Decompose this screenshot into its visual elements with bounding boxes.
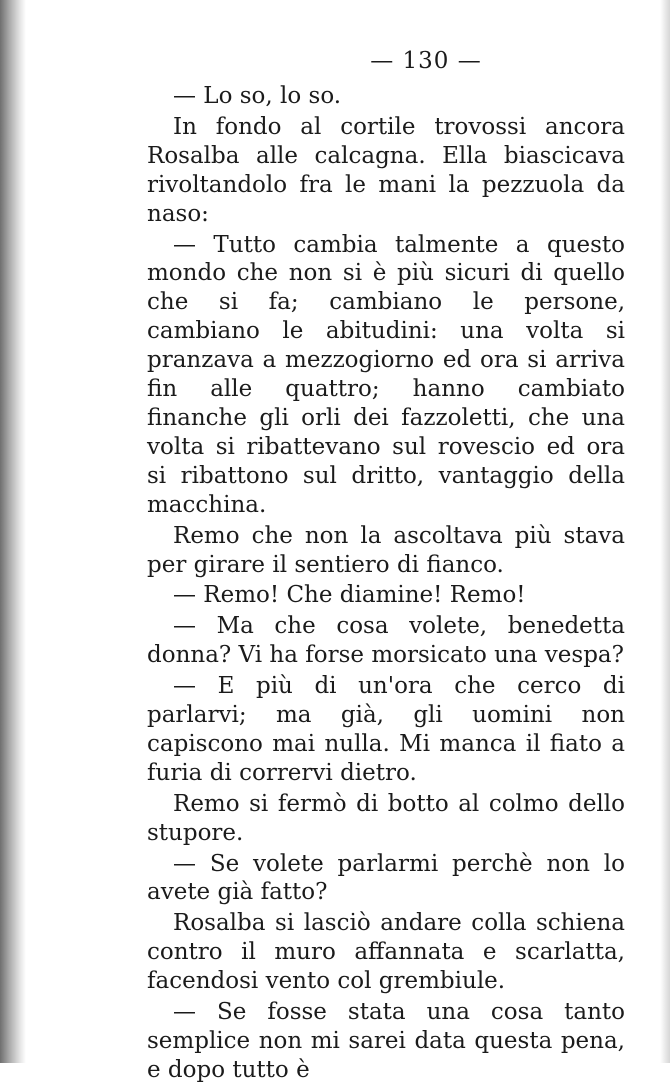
paragraph: — Remo! Che diamine! Remo! (173, 582, 526, 609)
paragraph: Remo che non la ascoltava più stava per girare il sentiero di fianco. (147, 522, 625, 578)
page-number: — 130 — (370, 48, 482, 74)
paragraph: — Ma che cosa volete, benedetta donna? Vi ha forse morsicato una vespa? (147, 613, 625, 669)
paragraph: Rosalba si lasciò andare colla schiena contro il muro affannata e scarlatta, facendosi vento col grembiule. (147, 910, 625, 995)
paragraph: — Lo so, lo so. (173, 83, 342, 109)
paragraph: — Se volete parlarmi perchè non lo avete già fatto? (147, 850, 625, 906)
book-page (147, 40, 625, 1087)
paragraph: Remo si fermò di botto al colmo dello stupore. (147, 790, 625, 846)
paragraph: In fondo al cortile trovossi ancora Rosalba alle calcagna. Ella biascicava rivoltandolo fra le mani la pezzuola da naso: (147, 113, 625, 227)
paragraph: — Tutto cambia talmente a questo mondo che non si è più sicuri di quello che si fa; cambiano le persone, cambiano le abitudini: una volta si pranzava a mezzogiorno ed ora si arriva fin alle quattro; hanno cambiato finanche gli orli dei fazzoletti, che una volta si ribattevano sul rovescio ed ora si ribattono sul dritto, vantaggio della macchina. (147, 231, 625, 518)
page-edge-shadow (660, 0, 670, 1063)
book-spine-shadow (0, 0, 26, 1063)
paragraph: — Se fosse stata una cosa tanto semplice non mi sarei data questa pena, e dopo tutto è (147, 999, 625, 1083)
paragraph: — E più di un'ora che cerco di parlarvi; ma già, gli uomini non capiscono mai nulla. Mi manca il fiato a furia di corrervi dietro. (147, 673, 625, 786)
